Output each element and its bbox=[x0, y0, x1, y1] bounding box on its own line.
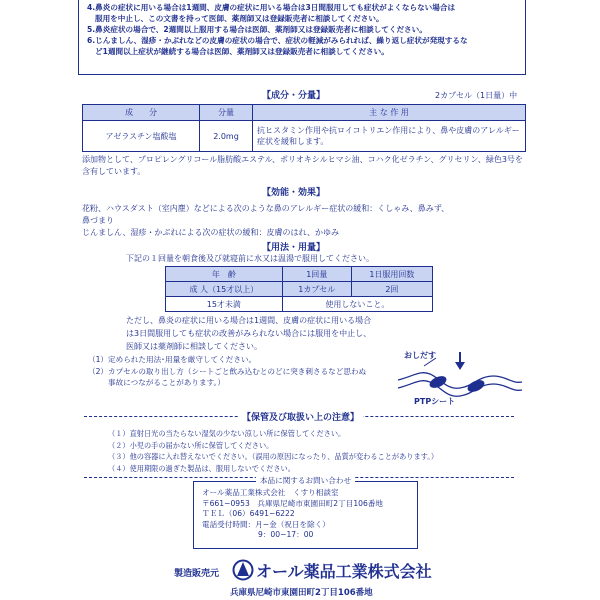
not-for-use-cell: 使用しないこと。 bbox=[282, 297, 432, 312]
contact-line: オール薬品工業株式会社 くすり相談室 bbox=[202, 488, 339, 497]
col-header-dose: 1回量 bbox=[282, 267, 351, 282]
efficacy-line: 鼻づまり bbox=[82, 216, 114, 225]
company-address: 兵庫県尼崎市東園田町2丁目106番地 bbox=[230, 588, 373, 598]
contact-box bbox=[193, 476, 418, 549]
dosage-table bbox=[165, 266, 433, 312]
dose-cell: 1カプセル bbox=[282, 282, 351, 297]
warning-line: 6.じんましん、湿疹・かぶれなどの皮膚の症状の場合で、症状の軽減がみられれば、繰り返し症状が発現するな bbox=[87, 36, 468, 45]
composition-table bbox=[82, 104, 526, 152]
table-row bbox=[166, 297, 433, 312]
col-header-effect: 主 な 作 用 bbox=[253, 105, 526, 121]
amount-cell: 2.0mg bbox=[200, 121, 253, 152]
composition-note: 2カプセル（1日量）中 bbox=[435, 91, 518, 100]
composition-heading: 【 成分・分量 】 bbox=[262, 88, 325, 101]
age-cell: 15才未満 bbox=[166, 297, 283, 312]
effect-cell: 抗ヒスタミン作用や抗ロイコトリエン作用により、鼻や皮膚のアレルギー症状を緩和します。 bbox=[253, 121, 526, 152]
contact-title: 本品に関するお問い合わせ bbox=[194, 476, 417, 487]
ingredient-cell: アゼラスチン塩酸塩 bbox=[83, 121, 200, 152]
efficacy-heading: 【 効能・効果 】 bbox=[262, 185, 325, 198]
storage-item: （４）使用期限の過ぎた製品は、服用しないでください。 bbox=[108, 463, 295, 473]
dosage-heading: 【 用法・用量 】 bbox=[262, 240, 325, 253]
company-name: オール薬品工業株式会社 bbox=[256, 562, 432, 581]
storage-item: （２）小児の手の届かない所に保管してください。 bbox=[108, 440, 274, 450]
contact-line: 〒661−0953 兵庫県尼崎市東園田町2丁目106番地 bbox=[202, 498, 384, 508]
push-label: おしだす bbox=[404, 351, 436, 360]
warning-line: ど1週間以上症状が継続する場合は医師、薬剤師又は登録販売者に相談してください。 bbox=[95, 47, 389, 56]
note-line: 事故につながることがあります。） bbox=[108, 378, 225, 387]
frequency-cell: 2回 bbox=[351, 282, 432, 297]
note-line: （1）定められた用法･用量を厳守してください。 bbox=[88, 355, 257, 364]
col-header-frequency: 1日服用回数 bbox=[351, 267, 432, 282]
col-header-amount: 分量 bbox=[200, 105, 253, 121]
additives-text: 添加物として、プロピレングリコール脂肪酸エステル、ポリオキシルヒマシ油、コハク化ゼラチン、グリセリン、緑色3号を含有しています。 bbox=[82, 155, 523, 176]
warning-line: 5.鼻炎症状の場合で、2週間以上服用する場合は医師、薬剤師又は登録販売者に相談してください。 bbox=[87, 25, 427, 34]
age-cell: 成 人（15才以上） bbox=[166, 282, 283, 297]
warnings-box bbox=[78, 0, 526, 75]
table-row bbox=[83, 121, 526, 152]
caution-line: ただし、鼻炎の症状に用いる場合は1週間、皮膚の症状に用いる場合 bbox=[126, 316, 372, 325]
dosage-notes bbox=[88, 354, 366, 389]
dosage-intro: 下記の１回量を朝食後及び就寝前に水又は温湯で服用してください。 bbox=[126, 254, 374, 263]
storage-item: （３）他の容器に入れ替えないでください。（誤用の原因になったり、品質が変わることがあります。） bbox=[108, 452, 439, 461]
manufacturer-label: 製造販売元 bbox=[174, 569, 220, 579]
storage-item: （１）直射日光の当たらない湿気の少ない涼しい所に保管してください。 bbox=[108, 429, 346, 438]
contact-line: 9：00−17：00 bbox=[258, 530, 314, 539]
storage-list bbox=[108, 428, 438, 474]
note-line: （2）カプセルの取り出し方（シートごと飲み込むとのどに突き刺さるなど思わぬ bbox=[88, 366, 367, 376]
company-logo bbox=[232, 559, 254, 581]
storage-heading: 【 保管及び取扱い上の注意 】 bbox=[238, 410, 363, 423]
table-row bbox=[166, 282, 433, 297]
caution-line: 医師又は薬剤師に相談してください。 bbox=[126, 342, 262, 351]
contact-line: 電話受付時間：月−金（祝日を除く） bbox=[202, 519, 330, 529]
warning-line: 服用を中止し、この文書を持って医師、薬剤師又は登録販売者に相談してください。 bbox=[95, 14, 384, 23]
efficacy-line: じんましん、湿疹・かぶれによる次の症状の緩和：皮膚のはれ、かゆみ bbox=[82, 228, 339, 237]
dosage-caution bbox=[126, 314, 371, 353]
ptp-sheet-label: PTPシート bbox=[414, 397, 456, 406]
col-header-age: 年 齢 bbox=[166, 267, 283, 282]
contact-line: ＴＥＬ（06）6491−6222 bbox=[202, 509, 295, 518]
col-header-ingredient: 成 分 bbox=[83, 105, 200, 121]
caution-line: は3日間服用しても症状の改善がみられない場合には服用を中止し、 bbox=[126, 329, 372, 338]
efficacy-text bbox=[82, 203, 526, 239]
warning-line: 4.鼻炎の症状に用いる場合は1週間、皮膚の症状に用いる場合は3日間服用しても症状がよくならない場合は bbox=[87, 3, 456, 12]
efficacy-line: 花粉、ハウスダスト（室内塵）などによる次のような鼻のアレルギー症状の緩和：くしゃみ、鼻みず、 bbox=[82, 204, 450, 213]
